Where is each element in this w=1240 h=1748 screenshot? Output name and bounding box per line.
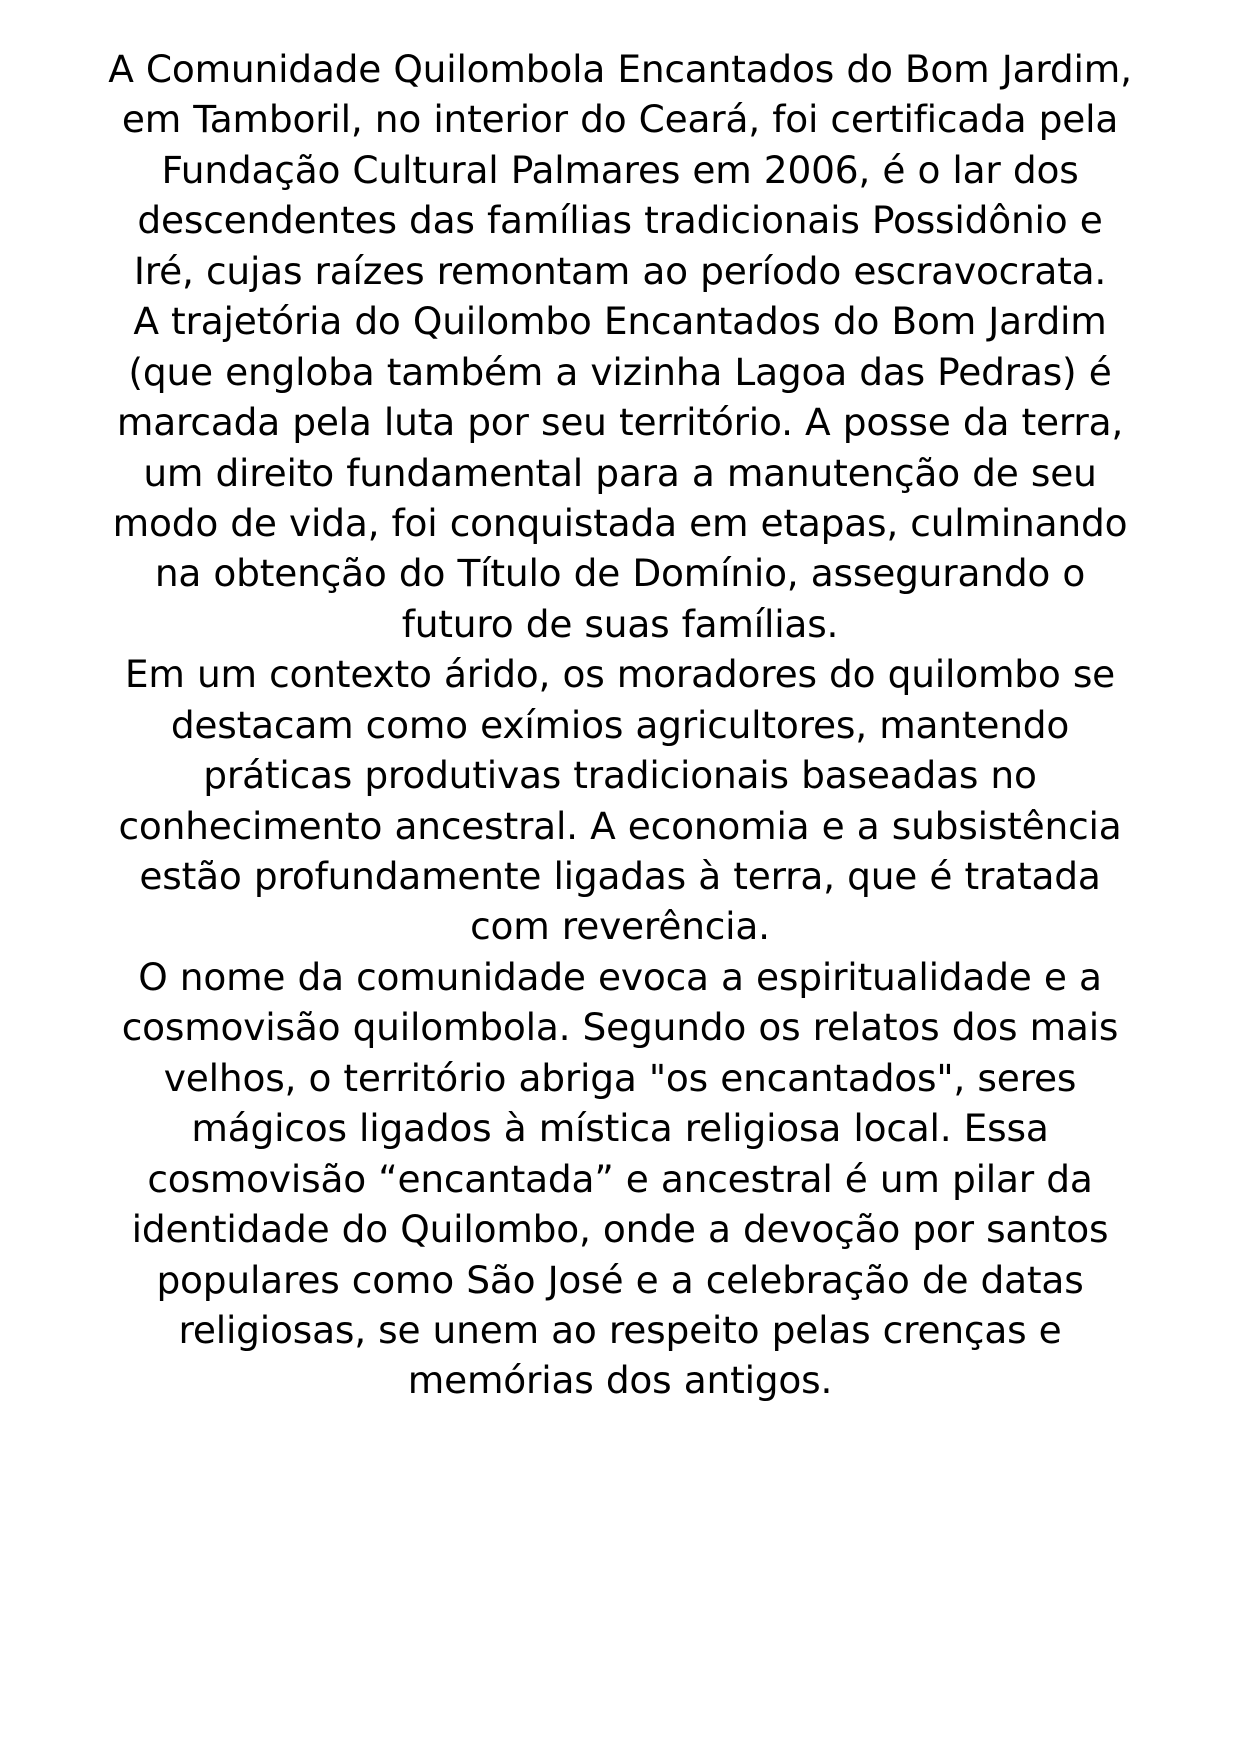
paragraph-4: O nome da comunidade evoca a espiritualidade e a cosmovisão quilombola. Segundo os relatos dos mais velhos, o território abriga "os encantados", seres mágicos ligados à mística religiosa local. Essa cosmovisão “encantada” e ancestral é um pilar da identidade do Quilombo, onde a devoção por santos populares como São José e a celebração de datas religiosas, se unem ao respeito pelas crenças e memórias dos antigos. bbox=[121, 954, 1119, 1403]
paragraph-2: A trajetória do Quilombo Encantados do Bom Jardim (que engloba também a vizinha Lagoa das Pedras) é marcada pela luta por seu território. A posse da terra, um direito fundamental para a manutenção de seu modo de vida, foi conquistada em etapas, culminando na obtenção do Título de Domínio, assegurando o futuro de suas famílias. bbox=[112, 299, 1128, 646]
paragraph-3: Em um contexto árido, os moradores do quilombo se destacam como exímios agricultores, mantendo práticas produtivas tradicionais baseadas no conhecimento ancestral. A economia e a subsistência estão profundamente ligadas à terra, que é tratada com reverência. bbox=[118, 652, 1122, 949]
paragraph-1: A Comunidade Quilombola Encantados do Bom Jardim, em Tamboril, no interior do Ceará, foi certificada pela Fundação Cultural Palmares em 2006, é o lar dos descendentes das famílias tradicionais Possidônio e Iré, cujas raízes remontam ao período escravocrata. bbox=[108, 47, 1132, 293]
document-body bbox=[104, 44, 1136, 1406]
